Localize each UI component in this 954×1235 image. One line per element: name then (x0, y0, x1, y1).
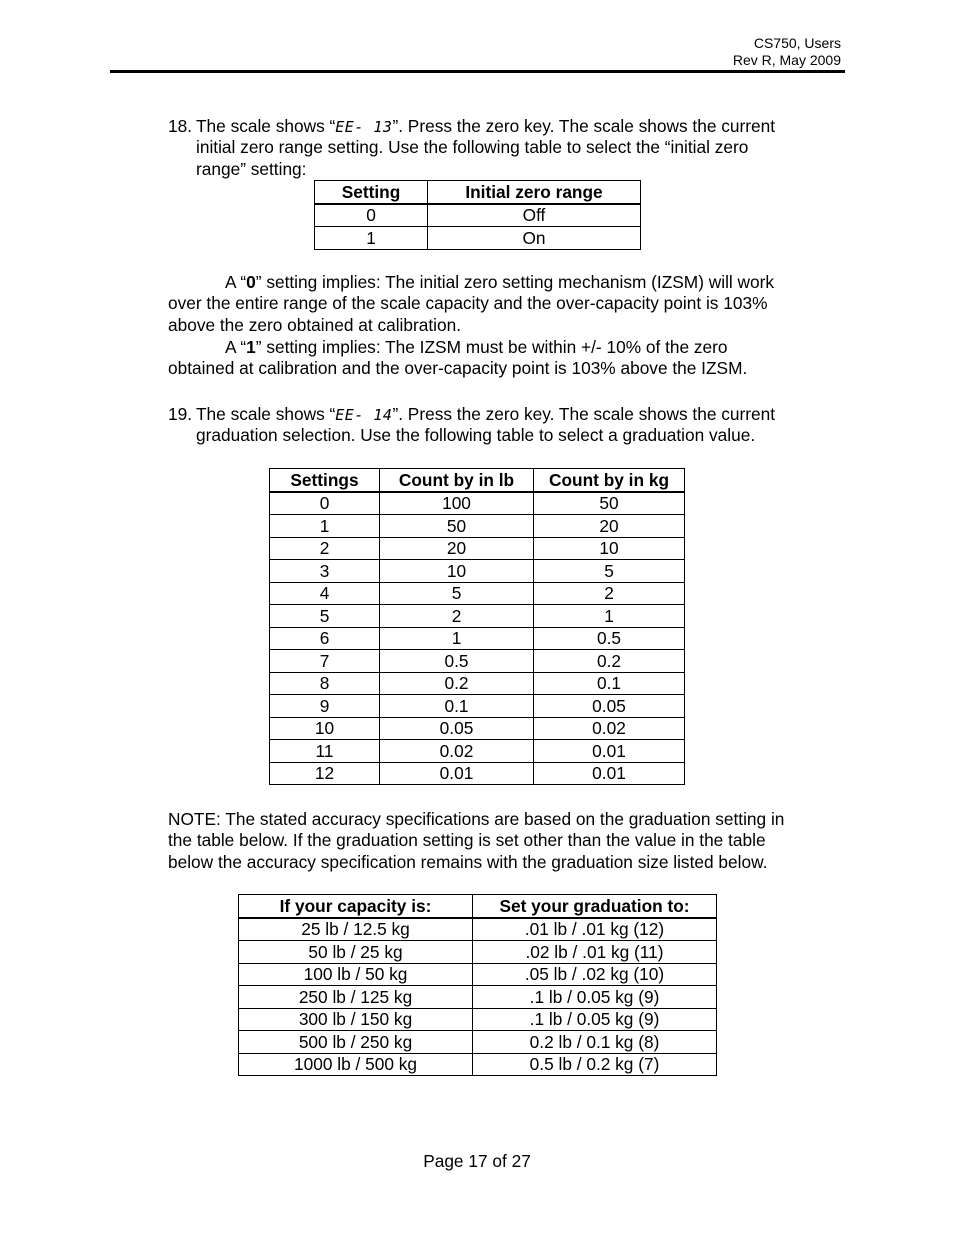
table-cell: 10 (270, 717, 380, 740)
table-row (239, 1008, 717, 1031)
setting-0-implies-line-3: above the zero obtained at calibration. (168, 315, 462, 335)
column-header: Settings (270, 469, 380, 492)
table-row (270, 582, 685, 605)
table-cell: 0.2 (380, 672, 534, 695)
table-row (270, 762, 685, 785)
step-18-line-1: The scale shows “EE- 13”. Press the zero key. The scale shows the current (196, 116, 776, 136)
table-row (270, 650, 685, 673)
table-row (239, 918, 717, 941)
table-row (270, 672, 685, 695)
table-cell: 4 (270, 582, 380, 605)
table-cell: 10 (534, 537, 685, 560)
step-19-number: 19. (168, 404, 193, 424)
table-cell: 100 lb / 50 kg (239, 963, 473, 986)
table-cell: 0 (315, 204, 428, 227)
column-header: Set your graduation to: (473, 895, 717, 918)
table-cell: 10 (380, 560, 534, 583)
table-cell: 20 (534, 515, 685, 538)
table-cell: 0.1 (534, 672, 685, 695)
table-cell: 1000 lb / 500 kg (239, 1053, 473, 1076)
table-cell: 6 (270, 627, 380, 650)
column-header: Setting (315, 181, 428, 204)
table-cell: 1 (534, 605, 685, 628)
table-row (270, 560, 685, 583)
setting-0-implies-line-1: A “0” setting implies: The initial zero setting mechanism (IZSM) will work (225, 272, 775, 292)
table-cell: 5 (380, 582, 534, 605)
table-cell: 12 (270, 762, 380, 785)
table-cell: 50 (534, 492, 685, 515)
table-row (270, 740, 685, 763)
note-line-2: the table below. If the graduation setting is set other than the value in the table (168, 830, 766, 850)
table-cell: 2 (270, 537, 380, 560)
table-row (270, 717, 685, 740)
table-row (315, 204, 641, 227)
table-cell: 0.2 lb / 0.1 kg (8) (473, 1031, 717, 1054)
table-cell: 7 (270, 650, 380, 673)
table-row (270, 695, 685, 718)
table-cell: 0 (270, 492, 380, 515)
table-row (270, 605, 685, 628)
table-cell: 2 (534, 582, 685, 605)
table-cell: 0.5 (380, 650, 534, 673)
table-cell: 8 (270, 672, 380, 695)
column-header: Count by in lb (380, 469, 534, 492)
column-header: Count by in kg (534, 469, 685, 492)
table-cell: 0.02 (534, 717, 685, 740)
table-cell: 0.05 (534, 695, 685, 718)
table-row (239, 941, 717, 964)
table-cell: 1 (380, 627, 534, 650)
table-row (270, 492, 685, 515)
step-19-line-1: The scale shows “EE- 14”. Press the zero key. The scale shows the current (196, 404, 776, 424)
graduation-table (269, 468, 685, 785)
header-rule (110, 70, 845, 73)
table-cell: 9 (270, 695, 380, 718)
table-cell: 0.01 (380, 762, 534, 785)
table-cell: 2 (380, 605, 534, 628)
table-row (239, 986, 717, 1009)
table-row (270, 627, 685, 650)
table-cell: 20 (380, 537, 534, 560)
table-cell: 100 (380, 492, 534, 515)
step-18-number: 18. (168, 116, 193, 136)
table-cell: 0.01 (534, 740, 685, 763)
table-cell: 0.01 (534, 762, 685, 785)
page-number: Page 17 of 27 (423, 1151, 531, 1171)
table-cell: .01 lb / .01 kg (12) (473, 918, 717, 941)
table-row (239, 1053, 717, 1076)
step-19-line-2: graduation selection. Use the following table to select a graduation value. (196, 425, 756, 445)
table-cell: 0.2 (534, 650, 685, 673)
column-header: If your capacity is: (239, 895, 473, 918)
lcd-code-ee14: EE- 14 (335, 406, 393, 424)
table-row (239, 963, 717, 986)
table-cell: 1 (315, 227, 428, 250)
table-cell: .05 lb / .02 kg (10) (473, 963, 717, 986)
table-cell: 5 (270, 605, 380, 628)
table-row (270, 537, 685, 560)
setting-1-implies-line-1: A “1” setting implies: The IZSM must be within +/- 10% of the zero (225, 337, 728, 357)
table-cell: 0.02 (380, 740, 534, 763)
table-cell: .1 lb / 0.05 kg (9) (473, 1008, 717, 1031)
table-cell: On (428, 227, 641, 250)
lcd-code-ee13: EE- 13 (335, 118, 393, 136)
table-cell: 300 lb / 150 kg (239, 1008, 473, 1031)
table-cell: 0.1 (380, 695, 534, 718)
table-row (239, 1031, 717, 1054)
table-cell: 1 (270, 515, 380, 538)
table-cell: Off (428, 204, 641, 227)
setting-1-implies-line-2: obtained at calibration and the over-capacity point is 103% above the IZSM. (168, 358, 748, 378)
table-cell: 25 lb / 12.5 kg (239, 918, 473, 941)
table-cell: .02 lb / .01 kg (11) (473, 941, 717, 964)
table-cell: 50 lb / 25 kg (239, 941, 473, 964)
header-doc-title: CS750, Users (753, 35, 841, 51)
initial-zero-table (314, 180, 641, 250)
table-cell: 500 lb / 250 kg (239, 1031, 473, 1054)
table-cell: 0.5 lb / 0.2 kg (7) (473, 1053, 717, 1076)
step-18-line-2: initial zero range setting. Use the following table to select the “initial zero (196, 137, 749, 157)
table-row (270, 515, 685, 538)
step-18-line-3: range” setting: (196, 159, 307, 179)
table-cell: 0.5 (534, 627, 685, 650)
table-header-row (270, 469, 685, 492)
column-header: Initial zero range (428, 181, 641, 204)
table-header-row (315, 181, 641, 204)
capacity-table (238, 894, 717, 1076)
table-cell: .1 lb / 0.05 kg (9) (473, 986, 717, 1009)
table-cell: 0.05 (380, 717, 534, 740)
table-cell: 11 (270, 740, 380, 763)
table-header-row (239, 895, 717, 918)
setting-0-implies-line-2: over the entire range of the scale capacity and the over-capacity point is 103% (168, 293, 768, 313)
table-row (315, 227, 641, 250)
table-cell: 250 lb / 125 kg (239, 986, 473, 1009)
note-line-1: NOTE: The stated accuracy specifications are based on the graduation setting in (168, 809, 785, 829)
note-line-3: below the accuracy specification remains with the graduation size listed below. (168, 852, 768, 872)
header-revision: Rev R, May 2009 (732, 52, 841, 68)
table-cell: 5 (534, 560, 685, 583)
table-cell: 3 (270, 560, 380, 583)
table-cell: 50 (380, 515, 534, 538)
